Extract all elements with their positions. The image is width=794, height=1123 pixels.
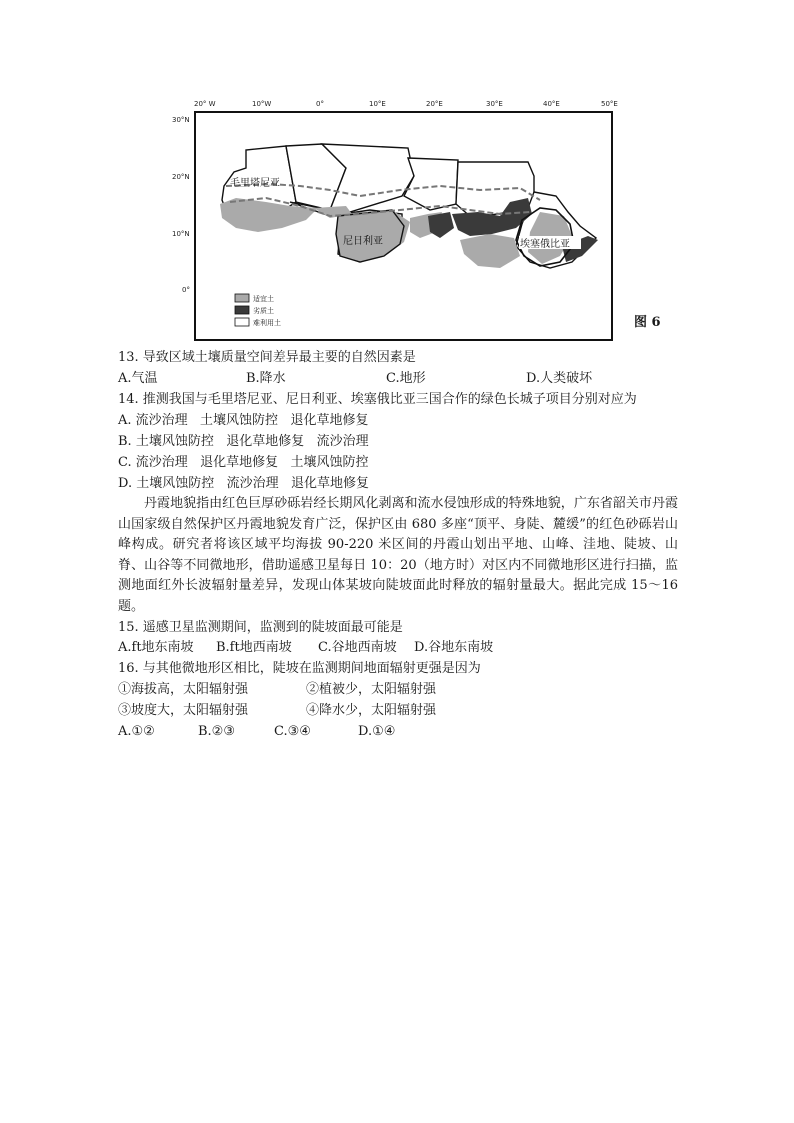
lat-tick: 20°N xyxy=(172,173,190,181)
q16-option-b[interactable]: B.②③ xyxy=(198,724,235,739)
lon-tick: 10°E xyxy=(369,100,386,108)
q16-statement-2: ②植被少，太阳辐射强 xyxy=(306,682,437,697)
country-label-ethiopia: 埃塞俄比亚 xyxy=(520,239,570,250)
lat-tick: 10°N xyxy=(172,230,190,238)
q14-stem: 14. 推测我国与毛里塔尼亚、尼日利亚、埃塞俄比亚三国合作的绿色长城子项目分别对应为 xyxy=(118,392,637,407)
lon-tick: 0° xyxy=(316,100,324,108)
passage-text: 丹霞地貌指由红色巨厚砂砾岩经长期风化剥离和流水侵蚀形成的特殊地貌，广东省韶关市丹霞山国家级自然保护区丹霞地貌发育广泛，保护区由 680 多座“顶平、身陡、麓缓”的红色砂砾岩山峰构成。研究者将该区域平均海拔 90-220 米区间的丹霞山划出平地、山峰、洼地、陡坡、山脊、山谷等不同微地形，借助遥感卫星每日 10：20（地方时）对区内不同微地形区进行扫描，监测地面红外长波辐射量差异，发现山体某坡向陡坡面此时释放的辐射量最大。据此完成 15～16 题。 xyxy=(118,496,678,614)
q16-option-c[interactable]: C.③④ xyxy=(274,724,311,739)
q14-option-a[interactable]: A. 流沙治理 土壤风蚀防控 退化草地修复 xyxy=(118,413,369,428)
q16-stem: 16. 与其他微地形区相比，陡坡在监测期间地面辐射更强是因为 xyxy=(118,661,481,676)
q13-option-a[interactable]: A.气温 xyxy=(118,371,158,386)
q16-statement-1: ①海拔高，太阳辐射强 xyxy=(118,682,249,697)
q14-option-b[interactable]: B. 土壤风蚀防控 退化草地修复 流沙治理 xyxy=(118,434,369,449)
passage xyxy=(118,494,678,618)
lat-tick: 0° xyxy=(182,286,190,294)
lon-tick: 20°E xyxy=(426,100,443,108)
lon-tick: 50°E xyxy=(601,100,618,108)
country-label-nigeria: 尼日利亚 xyxy=(343,236,383,247)
legend-swatch-unusable xyxy=(235,318,249,326)
lat-tick: 30°N xyxy=(172,116,190,124)
country-label-mauritania: 毛里塔尼亚 xyxy=(230,178,280,189)
q15-stem: 15. 遥感卫星监测期间，监测到的陡坡面最可能是 xyxy=(118,620,403,635)
q13-option-b[interactable]: B.降水 xyxy=(246,371,286,386)
q14-option-c[interactable]: C. 流沙治理 退化草地修复 土壤风蚀防控 xyxy=(118,455,369,470)
legend-swatch-poor xyxy=(235,306,249,314)
q15-option-a[interactable]: A.ft地东南坡 xyxy=(118,640,194,655)
q13-option-c[interactable]: C.地形 xyxy=(386,371,426,386)
lon-tick: 30°E xyxy=(486,100,503,108)
q13-option-d[interactable]: D.人类破坏 xyxy=(526,371,593,386)
q16-statement-3: ③坡度大，太阳辐射强 xyxy=(118,703,249,718)
lon-tick: 20° W xyxy=(194,100,216,108)
lon-tick: 10°W xyxy=(252,100,272,108)
legend-swatch-suitable xyxy=(235,294,249,302)
q13-stem: 13. 导致区域土壤质量空间差异最主要的自然因素是 xyxy=(118,350,416,365)
q15-option-b[interactable]: B.ft地西南坡 xyxy=(216,640,292,655)
legend-label-poor: 劣质土 xyxy=(253,307,274,315)
lon-tick: 40°E xyxy=(543,100,560,108)
figure-label: 图 6 xyxy=(634,315,661,330)
q15-option-c[interactable]: C.谷地西南坡 xyxy=(318,640,397,655)
legend-label-unusable: 难利用土 xyxy=(253,319,281,327)
legend-label-suitable: 适宜土 xyxy=(253,295,274,303)
q14-option-d[interactable]: D. 土壤风蚀防控 流沙治理 退化草地修复 xyxy=(118,476,370,491)
q16-option-d[interactable]: D.①④ xyxy=(358,724,396,739)
q16-option-a[interactable]: A.①② xyxy=(118,724,155,739)
soil-quality-map xyxy=(0,0,794,350)
q16-statement-4: ④降水少，太阳辐射强 xyxy=(306,703,437,718)
q15-option-d[interactable]: D.谷地东南坡 xyxy=(414,640,494,655)
